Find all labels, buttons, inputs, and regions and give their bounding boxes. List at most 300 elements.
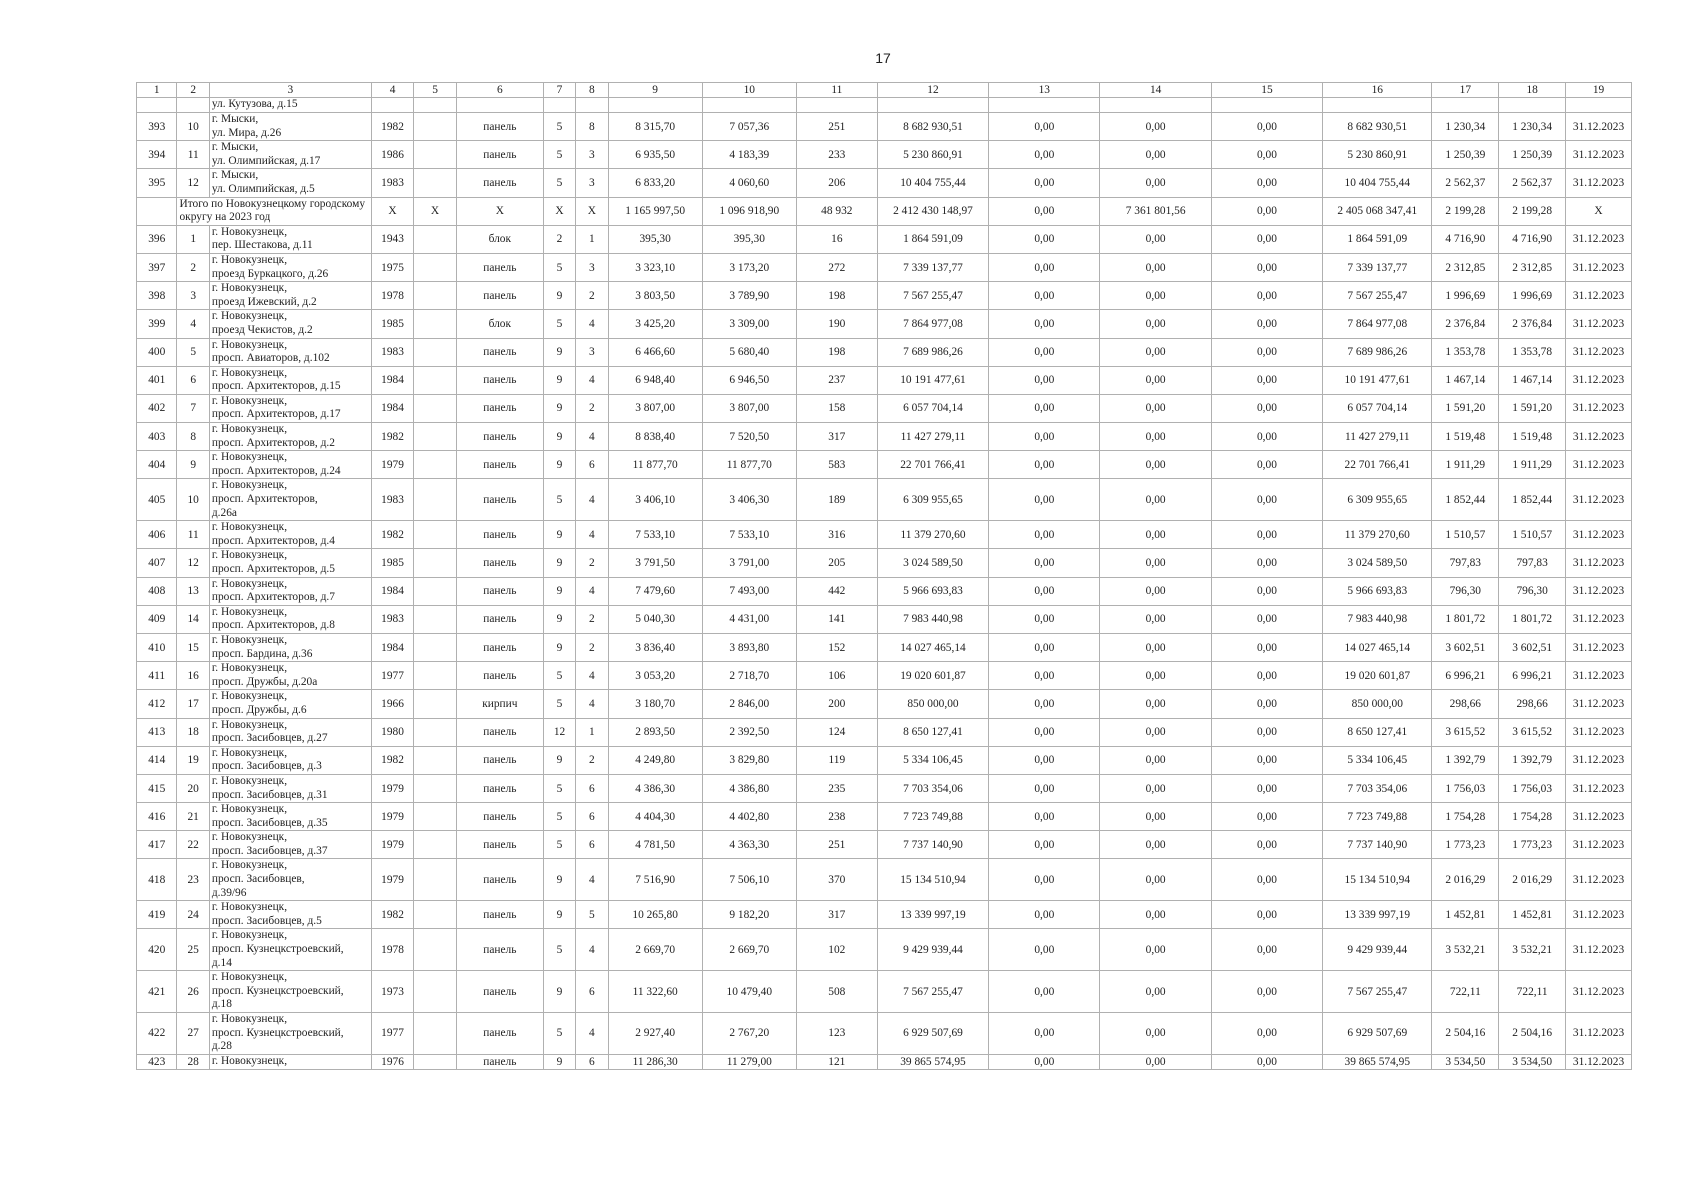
year-built: 1979 [371, 803, 414, 831]
year-built: 1985 [371, 310, 414, 338]
residents-cell: 190 [796, 310, 877, 338]
year-built: 1983 [371, 338, 414, 366]
wall-material-cell: панель [456, 831, 543, 859]
address-line: г. Новокузнецк, [211, 521, 288, 534]
address-cell [209, 831, 371, 859]
residents-cell: 272 [796, 253, 877, 281]
entrances-cell: 4 [576, 521, 608, 549]
col-18-cell: 1 452,81 [1499, 901, 1566, 929]
column-number: 13 [989, 83, 1100, 98]
year-built: 1984 [371, 366, 414, 394]
table-row [137, 929, 1632, 971]
floors-cell: 9 [543, 338, 575, 366]
entrances-cell: 3 [576, 253, 608, 281]
wall-material-cell: панель [456, 338, 543, 366]
table-row [137, 1054, 1632, 1069]
col-14-cell: 0,00 [1100, 1013, 1211, 1055]
col-5-cell [414, 831, 457, 859]
row-number: 407 [137, 549, 177, 577]
col-18-cell: 2 199,28 [1499, 197, 1566, 225]
wall-material-cell: панель [456, 366, 543, 394]
table-row [137, 338, 1632, 366]
index-in-district: 14 [177, 605, 209, 633]
living-area-cell: 3 791,00 [702, 549, 796, 577]
address-cell [209, 971, 371, 1013]
col-14-cell: 0,00 [1100, 310, 1211, 338]
address-line: д.28 [211, 1040, 232, 1053]
col-15-cell: 0,00 [1211, 803, 1322, 831]
col-15-cell: 0,00 [1211, 662, 1322, 690]
cost-cell: 7 689 986,26 [877, 338, 988, 366]
row-number: 395 [137, 169, 177, 197]
col-13-cell: 0,00 [989, 282, 1100, 310]
wall-material-cell: кирпич [456, 690, 543, 718]
entrances-cell: 8 [576, 113, 608, 141]
residents-cell: 316 [796, 521, 877, 549]
col-18-cell: 1 996,69 [1499, 282, 1566, 310]
year-built: 1985 [371, 549, 414, 577]
col-13-cell: 0,00 [989, 225, 1100, 253]
row-number: 413 [137, 718, 177, 746]
index-in-district: 2 [177, 253, 209, 281]
col-16-cell: 2 405 068 347,41 [1323, 197, 1432, 225]
total-area-cell: 395,30 [608, 225, 702, 253]
col-17-cell: 1 510,57 [1432, 521, 1499, 549]
col-17-cell: 2 562,37 [1432, 169, 1499, 197]
floors-cell: 5 [543, 662, 575, 690]
row-number: 410 [137, 633, 177, 661]
col-16-cell: 6 309 955,65 [1323, 479, 1432, 521]
col-5-cell [414, 253, 457, 281]
address-line: г. Новокузнецк, [211, 633, 288, 646]
col-16-cell: 14 027 465,14 [1323, 633, 1432, 661]
column-number: 6 [456, 83, 543, 98]
residents-cell: 106 [796, 662, 877, 690]
table-body [137, 83, 1632, 1070]
deadline-cell: 31.12.2023 [1566, 253, 1632, 281]
col-18-cell: 1 852,44 [1499, 479, 1566, 521]
residents-cell: 16 [796, 225, 877, 253]
residents-cell: 123 [796, 1013, 877, 1055]
col-13-cell: 0,00 [989, 633, 1100, 661]
row-number: 393 [137, 113, 177, 141]
column-number: 8 [576, 83, 608, 98]
cost-cell: 6 309 955,65 [877, 479, 988, 521]
year-built: 1978 [371, 282, 414, 310]
address-line: г. Новокузнецк, [211, 859, 288, 872]
col-15-cell: 0,00 [1211, 282, 1322, 310]
col-15-cell: 0,00 [1211, 225, 1322, 253]
wall-material-cell: панель [456, 1013, 543, 1055]
col-14-cell: 0,00 [1100, 253, 1211, 281]
col-18-cell: 3 532,21 [1499, 929, 1566, 971]
living-area-cell: 4 363,30 [702, 831, 796, 859]
col-13-cell: 0,00 [989, 366, 1100, 394]
row-number: 402 [137, 394, 177, 422]
year-built: 1978 [371, 929, 414, 971]
address-line: ул. Олимпийская, д.17 [211, 154, 321, 167]
address-line: просп. Засибовцев, [211, 873, 305, 886]
entrances-cell: 2 [576, 605, 608, 633]
residents-cell: 200 [796, 690, 877, 718]
entrances-cell: 1 [576, 718, 608, 746]
table-row [137, 803, 1632, 831]
cost-cell: 850 000,00 [877, 690, 988, 718]
floors-cell: 5 [543, 774, 575, 802]
residents-cell: 442 [796, 577, 877, 605]
residents-cell: 206 [796, 169, 877, 197]
table-row [137, 451, 1632, 479]
floors-cell: 9 [543, 605, 575, 633]
residents-cell: 48 932 [796, 197, 877, 225]
residents-cell: 205 [796, 549, 877, 577]
deadline-cell: 31.12.2023 [1566, 141, 1632, 169]
address-line: проезд Ижевский, д.2 [211, 295, 317, 308]
col-5-cell [414, 1054, 457, 1069]
col-17-cell: 3 532,21 [1432, 929, 1499, 971]
living-area-cell: 7 520,50 [702, 423, 796, 451]
address-cell [209, 803, 371, 831]
col-14-cell: 0,00 [1100, 394, 1211, 422]
total-row [137, 197, 1632, 225]
address-cell [209, 662, 371, 690]
col-17-cell: 796,30 [1432, 577, 1499, 605]
deadline-cell: 31.12.2023 [1566, 859, 1632, 901]
living-area-cell: 10 479,40 [702, 971, 796, 1013]
deadline-cell: 31.12.2023 [1566, 690, 1632, 718]
address-cell [209, 338, 371, 366]
index-in-district: 24 [177, 901, 209, 929]
page-number: 17 [875, 50, 891, 66]
total-area-cell: 10 265,80 [608, 901, 702, 929]
deadline-cell: 31.12.2023 [1566, 451, 1632, 479]
col-15-cell: 0,00 [1211, 901, 1322, 929]
col-18-cell: 1 230,34 [1499, 113, 1566, 141]
table-row [137, 718, 1632, 746]
table-row [137, 577, 1632, 605]
entrances-cell: 3 [576, 169, 608, 197]
index-in-district: 3 [177, 282, 209, 310]
wall-material-cell: панель [456, 718, 543, 746]
address-cell [209, 859, 371, 901]
table-row [137, 859, 1632, 901]
deadline-cell: 31.12.2023 [1566, 225, 1632, 253]
total-area-cell: 3 053,20 [608, 662, 702, 690]
year-built: X [371, 197, 414, 225]
col-14-cell: 0,00 [1100, 971, 1211, 1013]
index-in-district: 10 [177, 113, 209, 141]
col-14-cell: 0,00 [1100, 718, 1211, 746]
residents-cell: 119 [796, 746, 877, 774]
row-number: 414 [137, 746, 177, 774]
col-16-cell: 6 929 507,69 [1323, 1013, 1432, 1055]
living-area-cell: 2 718,70 [702, 662, 796, 690]
deadline-cell: 31.12.2023 [1566, 366, 1632, 394]
deadline-cell: 31.12.2023 [1566, 310, 1632, 338]
deadline-cell: 31.12.2023 [1566, 774, 1632, 802]
index-in-district: 25 [177, 929, 209, 971]
deadline-cell: 31.12.2023 [1566, 803, 1632, 831]
col-15-cell: 0,00 [1211, 577, 1322, 605]
deadline-cell: 31.12.2023 [1566, 633, 1632, 661]
deadline-cell: 31.12.2023 [1566, 605, 1632, 633]
cost-cell: 10 191 477,61 [877, 366, 988, 394]
col-17-cell: 1 392,79 [1432, 746, 1499, 774]
address-line: г. Новокузнецк, [211, 549, 288, 562]
address-line: г. Новокузнецк, [211, 577, 288, 590]
address-line: д.14 [211, 956, 232, 969]
column-number: 9 [608, 83, 702, 98]
living-area-cell: 2 669,70 [702, 929, 796, 971]
deadline-cell: 31.12.2023 [1566, 423, 1632, 451]
wall-material-cell: панель [456, 253, 543, 281]
col-17-cell: 1 852,44 [1432, 479, 1499, 521]
col-17-cell: 2 376,84 [1432, 310, 1499, 338]
deadline-cell: 31.12.2023 [1566, 831, 1632, 859]
col-14-cell: 7 361 801,56 [1100, 197, 1211, 225]
cost-cell: 5 334 106,45 [877, 746, 988, 774]
col-18-cell: 1 353,78 [1499, 338, 1566, 366]
col-18-cell: 1 519,48 [1499, 423, 1566, 451]
wall-material-cell: панель [456, 451, 543, 479]
floors-cell: 9 [543, 971, 575, 1013]
col-14-cell: 0,00 [1100, 774, 1211, 802]
floors-cell: 9 [543, 1054, 575, 1069]
row-number: 397 [137, 253, 177, 281]
index-in-district: 15 [177, 633, 209, 661]
entrances-cell: 4 [576, 577, 608, 605]
col-18-cell: 796,30 [1499, 577, 1566, 605]
col-5-cell [414, 479, 457, 521]
floors-cell: 9 [543, 549, 575, 577]
index-in-district: 4 [177, 310, 209, 338]
total-area-cell: 3 791,50 [608, 549, 702, 577]
living-area-cell: 4 386,80 [702, 774, 796, 802]
column-number: 7 [543, 83, 575, 98]
floors-cell: 5 [543, 831, 575, 859]
year-built: 1983 [371, 605, 414, 633]
col-18-cell: 2 562,37 [1499, 169, 1566, 197]
entrances-cell: 4 [576, 1013, 608, 1055]
total-area-cell: 5 040,30 [608, 605, 702, 633]
row-number: 408 [137, 577, 177, 605]
col-17-cell: 2 199,28 [1432, 197, 1499, 225]
address-cell [209, 746, 371, 774]
col-16-cell: 7 339 137,77 [1323, 253, 1432, 281]
col-5-cell [414, 662, 457, 690]
entrances-cell: 4 [576, 929, 608, 971]
col-15-cell: 0,00 [1211, 774, 1322, 802]
total-area-cell: 8 315,70 [608, 113, 702, 141]
table-row [137, 225, 1632, 253]
address-line: просп. Засибовцев, д.31 [211, 788, 328, 801]
year-built: 1983 [371, 169, 414, 197]
col-15-cell: 0,00 [1211, 521, 1322, 549]
cost-cell: 7 983 440,98 [877, 605, 988, 633]
deadline-cell: 31.12.2023 [1566, 521, 1632, 549]
address-cell [209, 225, 371, 253]
index-in-district: 27 [177, 1013, 209, 1055]
col-16-cell: 5 230 860,91 [1323, 141, 1432, 169]
cost-cell: 6 057 704,14 [877, 394, 988, 422]
cost-cell: 8 682 930,51 [877, 113, 988, 141]
table-row [137, 169, 1632, 197]
living-area-cell: 11 877,70 [702, 451, 796, 479]
floors-cell: 5 [543, 690, 575, 718]
col-16-cell: 22 701 766,41 [1323, 451, 1432, 479]
col-13-cell: 0,00 [989, 718, 1100, 746]
entrances-cell: 2 [576, 549, 608, 577]
entrances-cell: 6 [576, 451, 608, 479]
living-area-cell: 7 493,00 [702, 577, 796, 605]
col-18-cell: 6 996,21 [1499, 662, 1566, 690]
year-built: 1973 [371, 971, 414, 1013]
col-13-cell: 0,00 [989, 662, 1100, 690]
col-17-cell: 722,11 [1432, 971, 1499, 1013]
address-line: просп. Архитекторов, д.8 [211, 619, 335, 632]
row-number: 412 [137, 690, 177, 718]
col-5-cell [414, 549, 457, 577]
column-number: 10 [702, 83, 796, 98]
col-15-cell: 0,00 [1211, 971, 1322, 1013]
index-in-district: 5 [177, 338, 209, 366]
index-in-district: 20 [177, 774, 209, 802]
address-line: просп. Дружбы, д.20а [211, 675, 318, 688]
living-area-cell: 7 506,10 [702, 859, 796, 901]
col-18-cell: 2 504,16 [1499, 1013, 1566, 1055]
index-in-district: 28 [177, 1054, 209, 1069]
col-5-cell [414, 113, 457, 141]
year-built: 1980 [371, 718, 414, 746]
residents-cell: 235 [796, 774, 877, 802]
address-line: просп. Бардина, д.36 [211, 647, 313, 660]
floors-cell: 5 [543, 479, 575, 521]
deadline-cell: 31.12.2023 [1566, 113, 1632, 141]
table-row [137, 901, 1632, 929]
address-line: просп. Засибовцев, д.37 [211, 844, 328, 857]
index-in-district: 19 [177, 746, 209, 774]
deadline-cell: 31.12.2023 [1566, 746, 1632, 774]
col-14-cell: 0,00 [1100, 225, 1211, 253]
col-18-cell: 797,83 [1499, 549, 1566, 577]
address-line: просп. Архитекторов, д.7 [211, 591, 335, 604]
total-area-cell: 11 322,60 [608, 971, 702, 1013]
year-built: 1975 [371, 253, 414, 281]
entrances-cell: 3 [576, 141, 608, 169]
entrances-cell: 4 [576, 662, 608, 690]
wall-material-cell: панель [456, 774, 543, 802]
total-area-cell: 2 927,40 [608, 1013, 702, 1055]
entrances-cell: 4 [576, 479, 608, 521]
total-area-cell: 3 180,70 [608, 690, 702, 718]
cost-cell: 7 339 137,77 [877, 253, 988, 281]
col-13-cell: 0,00 [989, 901, 1100, 929]
address-cell [209, 521, 371, 549]
total-area-cell: 3 836,40 [608, 633, 702, 661]
address-cell [209, 113, 371, 141]
cost-cell: 11 427 279,11 [877, 423, 988, 451]
address-line: г. Новокузнецк, [211, 338, 288, 351]
floors-cell: 5 [543, 1013, 575, 1055]
living-area-cell: 6 946,50 [702, 366, 796, 394]
floors-cell: 5 [543, 310, 575, 338]
deadline-cell: 31.12.2023 [1566, 394, 1632, 422]
col-13-cell: 0,00 [989, 197, 1100, 225]
residents-cell: 238 [796, 803, 877, 831]
entrances-cell: 4 [576, 423, 608, 451]
index-in-district: 6 [177, 366, 209, 394]
col-13-cell: 0,00 [989, 831, 1100, 859]
row-number: 396 [137, 225, 177, 253]
col-5-cell [414, 1013, 457, 1055]
col-16-cell: 8 650 127,41 [1323, 718, 1432, 746]
living-area-cell: 3 789,90 [702, 282, 796, 310]
col-15-cell: 0,00 [1211, 423, 1322, 451]
col-17-cell: 3 615,52 [1432, 718, 1499, 746]
index-in-district: 7 [177, 394, 209, 422]
col-15-cell: 0,00 [1211, 633, 1322, 661]
deadline-cell: X [1566, 197, 1632, 225]
wall-material-cell: панель [456, 633, 543, 661]
total-area-cell: 3 803,50 [608, 282, 702, 310]
col-16-cell: 39 865 574,95 [1323, 1054, 1432, 1069]
col-15-cell: 0,00 [1211, 310, 1322, 338]
address-cell [209, 633, 371, 661]
col-18-cell: 1 510,57 [1499, 521, 1566, 549]
address-cell [209, 282, 371, 310]
total-area-cell: 1 165 997,50 [608, 197, 702, 225]
cost-cell: 1 864 591,09 [877, 225, 988, 253]
index-in-district: 18 [177, 718, 209, 746]
col-5-cell [414, 746, 457, 774]
address-line: г. Новокузнецк, [211, 718, 288, 731]
deadline-cell: 31.12.2023 [1566, 577, 1632, 605]
deadline-cell: 31.12.2023 [1566, 549, 1632, 577]
col-14-cell: 0,00 [1100, 451, 1211, 479]
wall-material-cell: панель [456, 662, 543, 690]
col-16-cell: 10 191 477,61 [1323, 366, 1432, 394]
total-area-cell: 6 833,20 [608, 169, 702, 197]
total-area-cell: 11 286,30 [608, 1054, 702, 1069]
year-built: 1977 [371, 1013, 414, 1055]
year-built: 1984 [371, 633, 414, 661]
col-14-cell: 0,00 [1100, 633, 1211, 661]
col-15-cell: 0,00 [1211, 141, 1322, 169]
col-14-cell: 0,00 [1100, 901, 1211, 929]
address-line: д.18 [211, 998, 232, 1011]
living-area-cell: 3 173,20 [702, 253, 796, 281]
cost-cell: 9 429 939,44 [877, 929, 988, 971]
deadline-cell: 31.12.2023 [1566, 662, 1632, 690]
address-line: г. Новокузнецк, [211, 225, 288, 238]
floors-cell: 9 [543, 521, 575, 549]
col-13-cell: 0,00 [989, 253, 1100, 281]
col-13-cell: 0,00 [989, 929, 1100, 971]
residents-cell: 237 [796, 366, 877, 394]
col-13-cell: 0,00 [989, 451, 1100, 479]
col-18-cell: 2 016,29 [1499, 859, 1566, 901]
col-16-cell: 15 134 510,94 [1323, 859, 1432, 901]
floors-cell: 9 [543, 282, 575, 310]
address-line: просп. Архитекторов, д.17 [211, 408, 341, 421]
address-line: просп. Архитекторов, д.4 [211, 534, 335, 547]
table-row [137, 690, 1632, 718]
living-area-cell: 395,30 [702, 225, 796, 253]
col-16-cell: 7 983 440,98 [1323, 605, 1432, 633]
table-row [137, 423, 1632, 451]
address-line: просп. Засибовцев, д.3 [211, 760, 322, 773]
deadline-cell: 31.12.2023 [1566, 971, 1632, 1013]
